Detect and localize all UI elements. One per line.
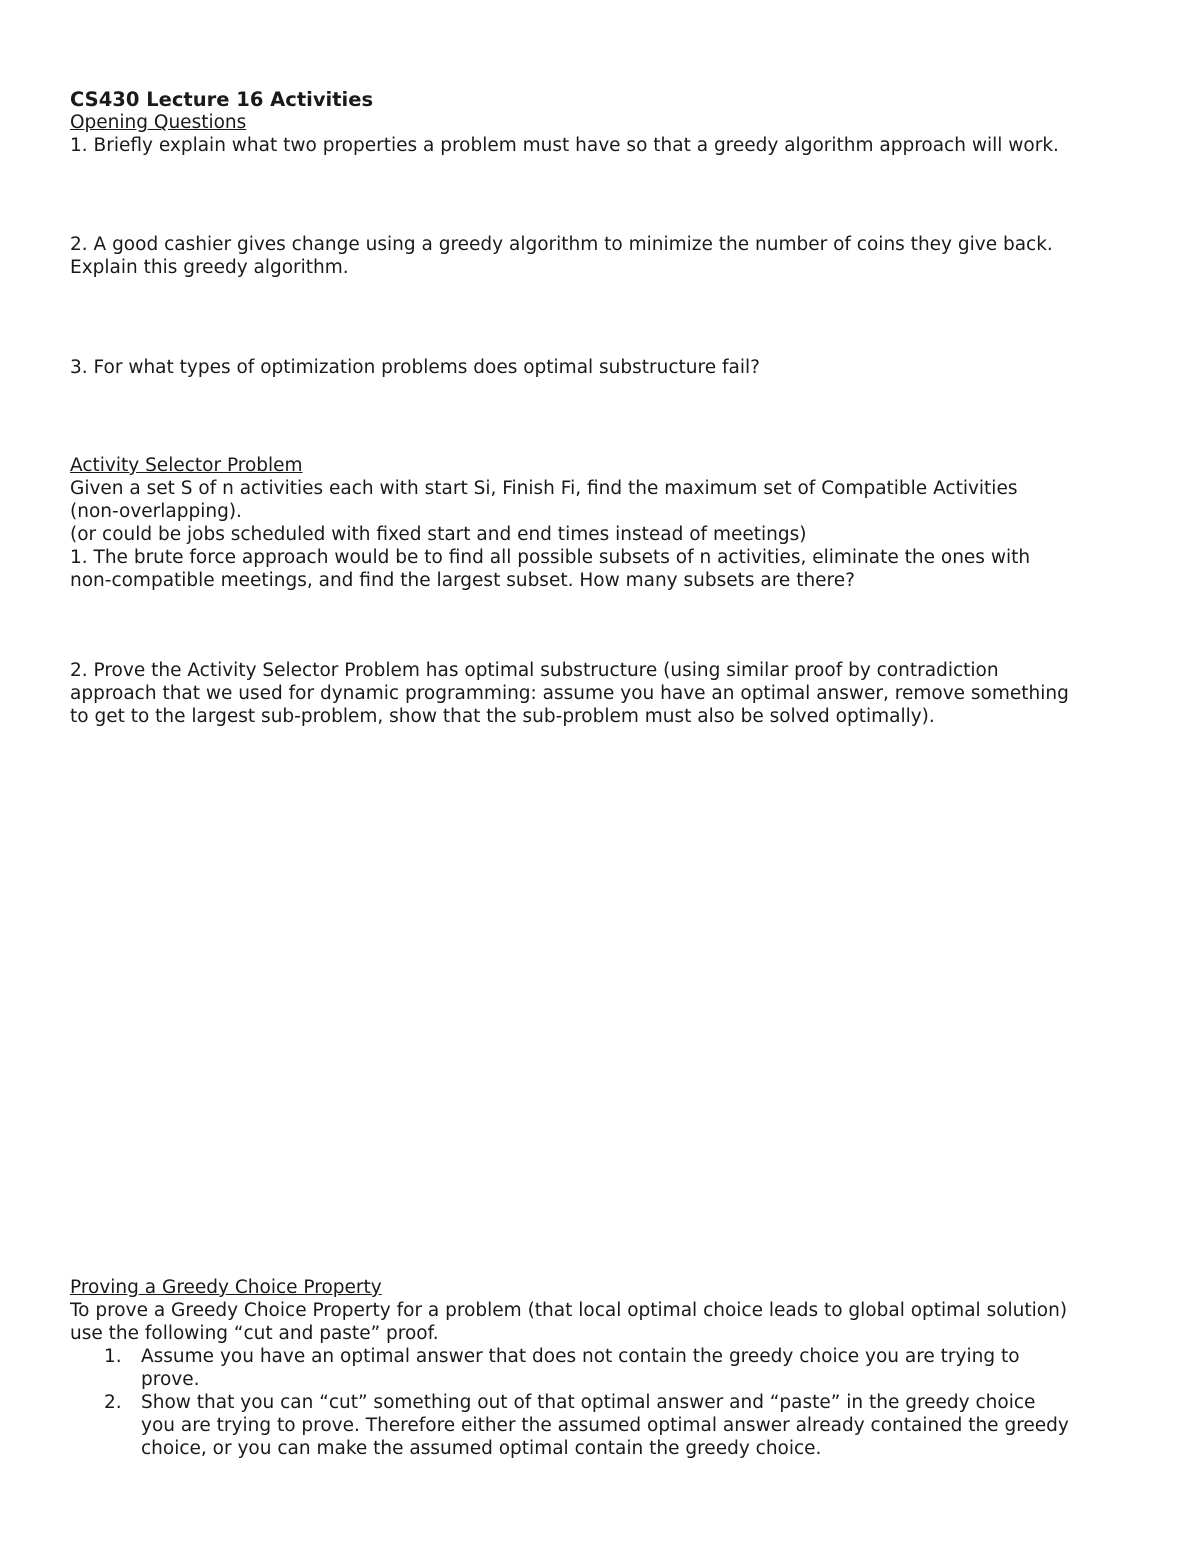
document-title: CS430 Lecture 16 Activities bbox=[70, 88, 374, 111]
greedy-choice-heading: Proving a Greedy Choice Property bbox=[70, 1277, 382, 1298]
activity-question-2 bbox=[70, 659, 1140, 728]
opening-question-2 bbox=[70, 233, 1140, 279]
activity-selector-section bbox=[70, 454, 1140, 592]
activity-description-line-1: Given a set S of n activities each with start Si, Finish Fi, find the maximum set of Compatible Activities bbox=[70, 478, 1018, 499]
greedy-description-line-2: use the following “cut and paste” proof. bbox=[70, 1323, 439, 1344]
activity-question-1-line-1: 1. The brute force approach would be to find all possible subsets of n activities, eliminate the ones with bbox=[70, 547, 1031, 568]
opening-question-2-line-1: 2. A good cashier gives change using a greedy algorithm to minimize the number of coins they give back. bbox=[70, 234, 1053, 255]
greedy-description-line-1: To prove a Greedy Choice Property for a problem (that local optimal choice leads to global optimal solution) bbox=[70, 1300, 1068, 1321]
activity-description-line-2: (non-overlapping). bbox=[70, 501, 242, 522]
opening-section bbox=[70, 88, 1140, 157]
opening-question-3-text: 3. For what types of optimization problems does optimal substructure fail? bbox=[70, 357, 760, 378]
proof-steps-list bbox=[70, 1345, 1140, 1460]
proof-step-2-line-2: you are trying to prove. Therefore either the assumed optimal answer already contained the greedy bbox=[141, 1415, 1069, 1436]
activity-question-2-line-2: approach that we used for dynamic programming: assume you have an optimal answer, remove something bbox=[70, 683, 1069, 704]
activity-question-2-line-1: 2. Prove the Activity Selector Problem has optimal substructure (using similar proof by contradiction bbox=[70, 660, 999, 681]
activity-selector-heading: Activity Selector Problem bbox=[70, 455, 303, 476]
proof-step-2-line-3: choice, or you can make the assumed optimal contain the greedy choice. bbox=[141, 1438, 822, 1459]
opening-question-1: 1. Briefly explain what two properties a problem must have so that a greedy algorithm approach will work. bbox=[70, 135, 1059, 156]
proof-step-1 bbox=[70, 1345, 1140, 1391]
proof-step-1-line-2: prove. bbox=[141, 1369, 200, 1390]
activity-question-2-line-3: to get to the largest sub-problem, show that the sub-problem must also be solved optimally). bbox=[70, 706, 935, 727]
opening-question-2-line-2: Explain this greedy algorithm. bbox=[70, 257, 349, 278]
activity-question-1-line-2: non-compatible meetings, and find the largest subset. How many subsets are there? bbox=[70, 570, 855, 591]
proof-step-2 bbox=[70, 1391, 1140, 1460]
greedy-choice-section bbox=[70, 1276, 1140, 1460]
proof-step-1-number: 1. bbox=[104, 1346, 122, 1367]
proof-step-2-line-1: Show that you can “cut” something out of that optimal answer and “paste” in the greedy choice bbox=[141, 1392, 1036, 1413]
proof-step-2-number: 2. bbox=[104, 1392, 122, 1413]
activity-description-line-3: (or could be jobs scheduled with fixed start and end times instead of meetings) bbox=[70, 524, 807, 545]
opening-questions-heading: Opening Questions bbox=[70, 112, 247, 133]
opening-question-3 bbox=[70, 356, 1140, 379]
proof-step-1-line-1: Assume you have an optimal answer that does not contain the greedy choice you are trying to bbox=[141, 1346, 1020, 1367]
